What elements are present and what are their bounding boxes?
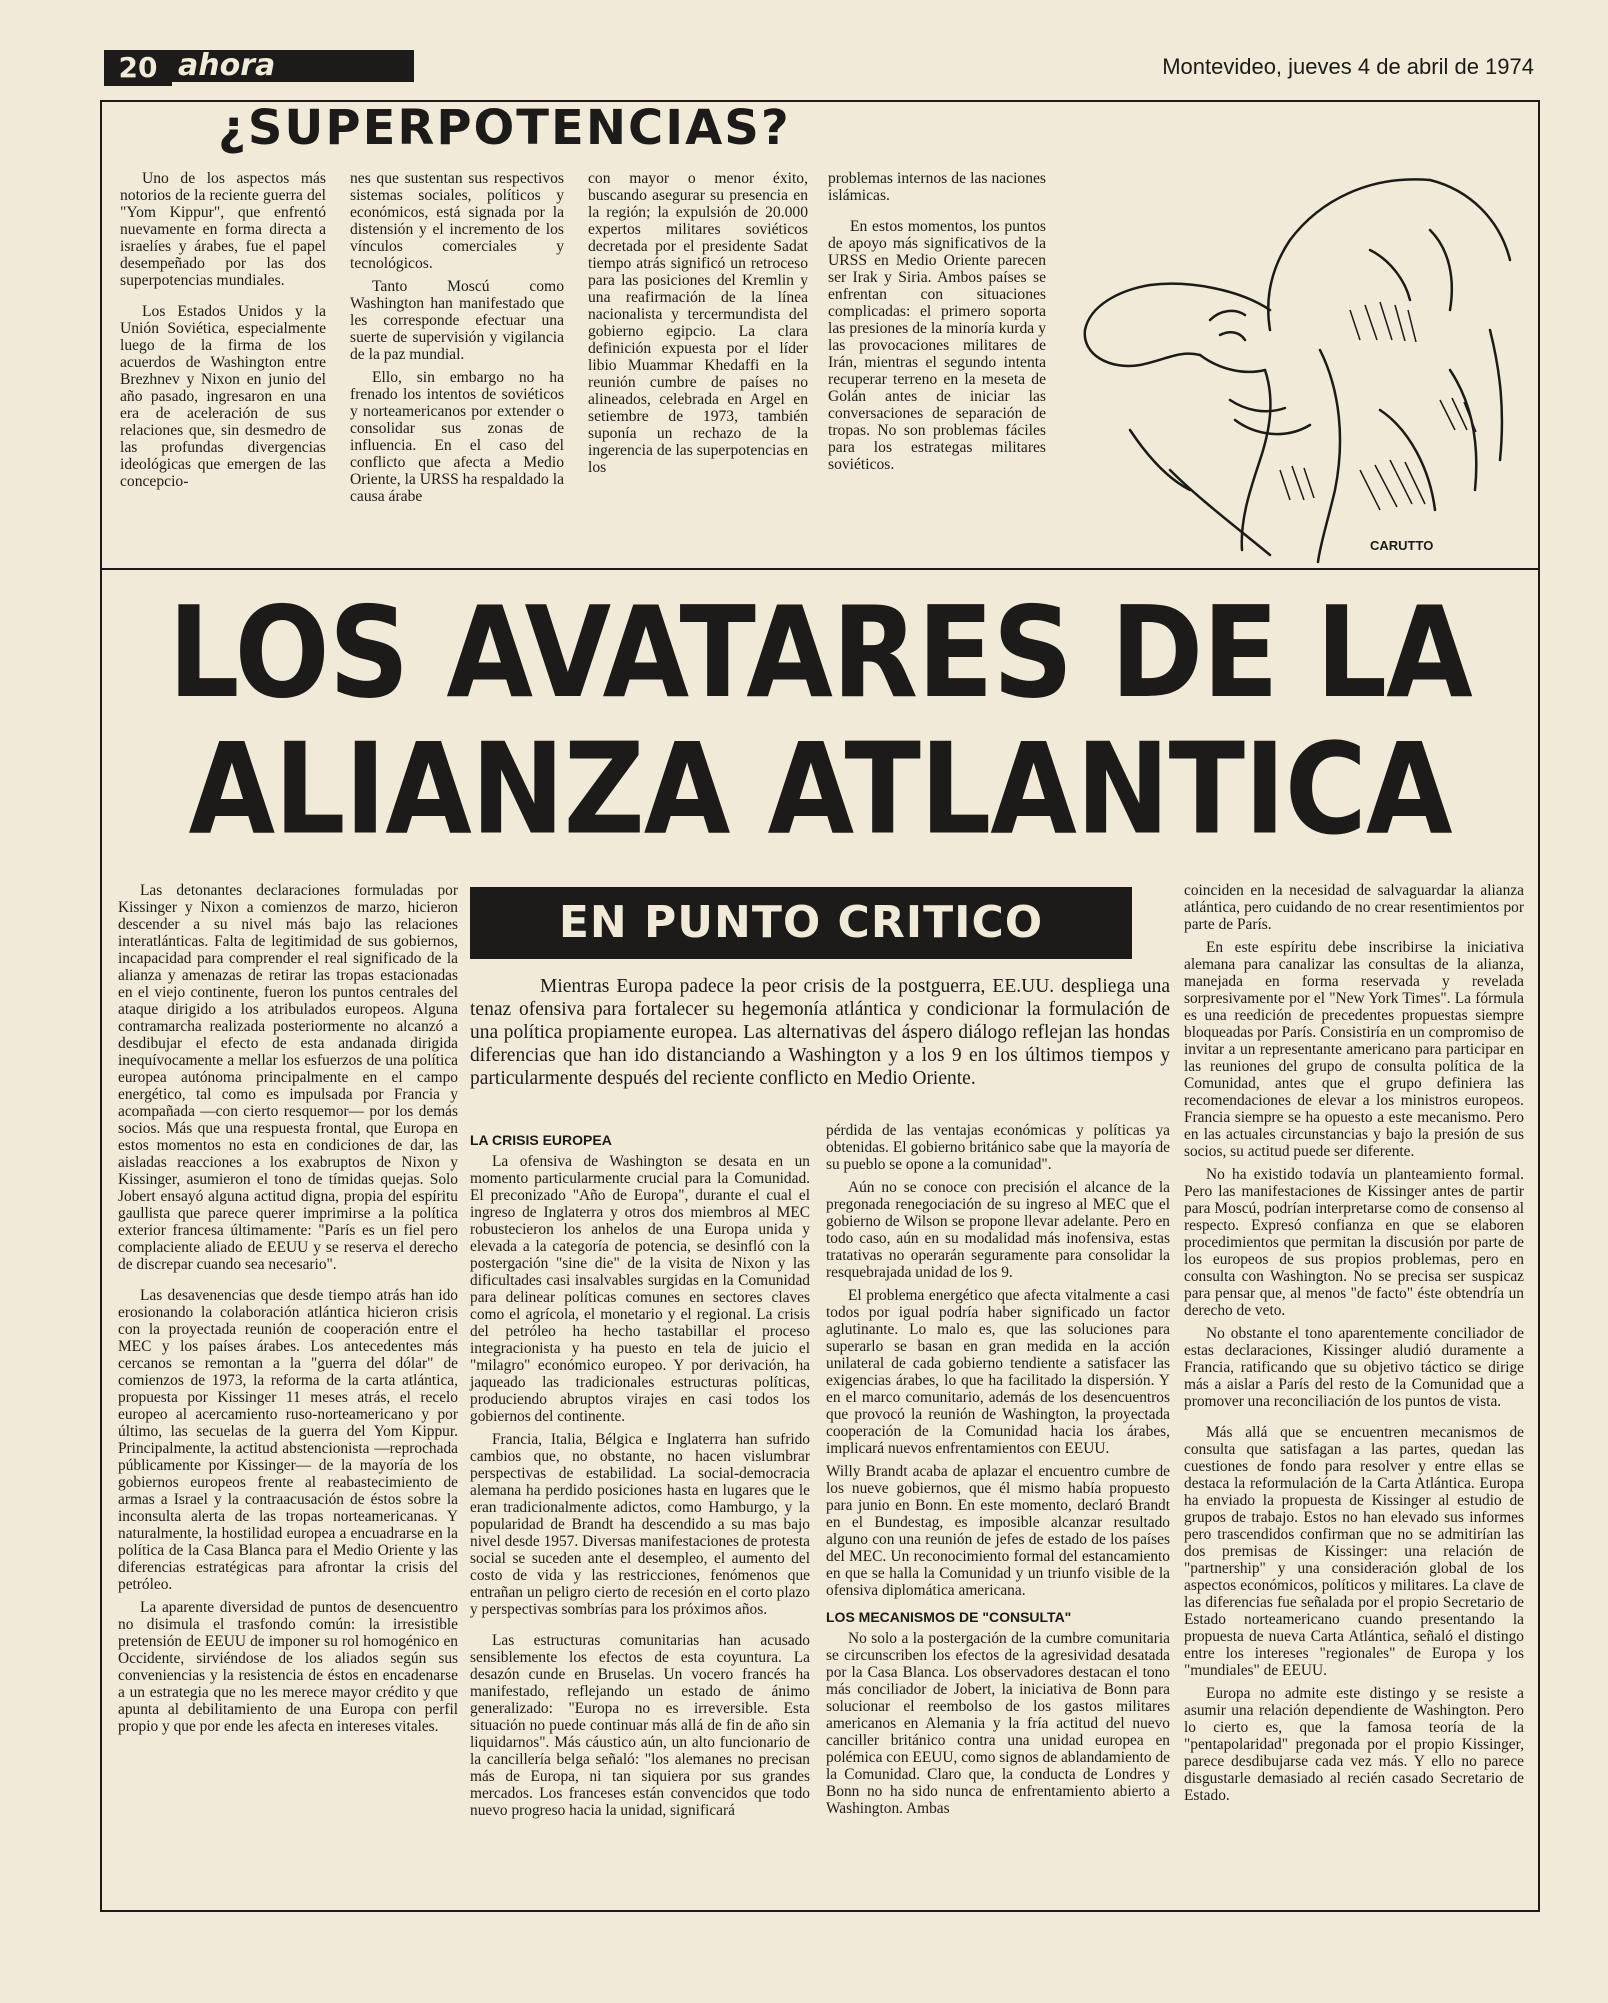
paragraph: La ofensiva de Washington se desata en un momento particularmente crucial para la Comunidad. El preconizado "Año de Europa", durante el cual el ingreso de Inglaterra y otros dos miembros al MEC robustecieron los anhelos de una Europa unida y elevada a la categoría de potencia, se desinfló con la postergación "sine die" de la visita de Nixon y las dificultades casi insalvables surgidas en la Comunidad para delinear políticas comunes en sectores claves como el agrícola, el monetario y el regional. La crisis del petróleo ha hecho tastabillar el proceso integracionista y ha puesto en tela de juicio el "milagro" económico europeo. Y por derivación, ha jaqueado las tradicionales estructuras políticas, produciendo abruptos virajes en casi todos los gobiernos del continente. [470, 1153, 810, 1425]
subheading: LA CRISIS EUROPEA [470, 1132, 612, 1148]
paragraph: No solo a la postergación de la cumbre comunitaria se circunscriben los efectos de la agresividad desatada por la Casa Blanca. Los observadores destacan el tono más conciliador de Jobert, la iniciativa de Bonn para solucionar el reembolso de los gastos militares americanos en Alemania y la fría actitud del nuevo canciller británico contra una unidad europea en polémica con EEUU, como signos de ablandamiento de la Comunidad. Claro que, la conducta de Londres y Bonn no ha sido nunca de enfrentamiento abierto a Washington. Ambas [826, 1630, 1170, 1817]
main-col-3 [826, 1122, 1170, 1823]
paragraph: Uno de los aspectos más notorios de la reciente guerra del "Yom Kippur", que enfrentó nuevamente en forma directa a israelíes y árabes, fue el papel desempeñado por las dos superpotencias mundiales. [120, 170, 326, 289]
paragraph: Más allá que se encuentren mecanismos de consulta que satisfagan a las partes, quedan las cuestiones de fondo para resolver y entre ellas se destaca la reformulación de la Carta Atlántica. Europa ha enviado la propuesta de Kissinger al estudio de grupos de trabajo. Estos no han elevado sus informes pero trascendidos confirman que no se admitirían las dos premisas de Kissinger: una relación de "partnership" y una consideración global de los aspectos económicos, políticos y militares. La clave de las diferencias fue señalada por el propio Secretario de Estado norteamericano cuando presentando la propuesta de nueva Carta Atlántica, señaló el distingo entre los intereses "regionales" de Europa y los "mundiales" de EEUU. [1184, 1424, 1524, 1679]
lede-paragraph: Mientras Europa padece la peor crisis de la postguerra, EE.UU. despliega una tenaz ofensiva para fortalecer su hegemonía atlántica y condicionar la formulación de una política propiamente europea. Las alternativas del áspero diálogo reflejan las hondas diferencias que han ido distanciando a Washington y a los 9 en los últimos tiempos y particularmente después del reciente conflicto en Medio Oriente. [470, 976, 1170, 1089]
section-divider [100, 568, 1540, 570]
paragraph: con mayor o menor éxito, buscando asegurar su presencia en la región; la expulsión de 20.000 expertos militares soviéticos decretada por el presidente Sadat tiempo atrás significó un retroceso para las posiciones del Kremlin y una reafirmación de la línea nacionalista y tercermundista del gobierno egipcio. La clara definición expuesta por el líder libio Muammar Khedaffi en la reunión cumbre de países no alineados, celebrada en Argel en setiembre de 1973, también suponía un rechazo de la ingerencia de las superpotencias en los [588, 170, 808, 476]
paragraph: problemas internos de las naciones islámicas. [828, 170, 1046, 204]
paragraph: coinciden en la necesidad de salvaguardar la alianza atlántica, pero cuidando de no crear resentimientos por parte de París. [1184, 882, 1524, 933]
page-number: 20 [104, 50, 172, 86]
headline-line-1: LOS AVATARES DE LA [168, 580, 1472, 727]
paragraph: Los Estados Unidos y la Unión Soviética, especialmente luego de la firma de los acuerdos de Washington entre Brezhnev y Nixon en junio del año pasado, ingresaron en una era de aceleración de sus relaciones que, sin desmedro de las profundas divergencias ideológicas que emergen de las concepcio- [120, 303, 326, 490]
paragraph: No obstante el tono aparentemente conciliador de estas declaraciones, Kissinger aludió duramente a Francia, ratificando que su objetivo táctico se dirige más a aislar a París del resto de la Comunidad que a promover una reconciliación de los puntos de vista. [1184, 1325, 1524, 1410]
subheading: LOS MECANISMOS DE "CONSULTA" [826, 1609, 1072, 1625]
paragraph: Francia, Italia, Bélgica e Inglaterra han sufrido cambios que, no obstante, no hacen vislumbrar perspectivas de estabilidad. La social-democracia alemana ha perdido posiciones hasta en lugares que le eran tradicionalmente adictos, como Hamburgo, y la popularidad de Brandt ha descendido a su mas bajo nivel desde 1957. Diversas manifestaciones de protesta social se suceden ante el desempleo, el aumento del costo de vida y las restricciones, fenómenos que entrañan un peligro cierto de recesión en el corto plazo y perspectivas sombrías para los próximos años. [470, 1431, 810, 1618]
main-col-4 [1184, 882, 1524, 1810]
paragraph: En estos momentos, los puntos de apoyo más significativos de la URSS en Medio Oriente parecen ser Irak y Siria. Ambos países se enfrentan con situaciones complicadas: el primero soporta las presiones de la minoría kurda y las provocaciones militares de Irán, mientras el segundo intenta recuperar terreno en la meseta de Golán antes de iniciar las conversaciones de separación de tropas. No son problemas fáciles para los estrategas militares soviéticos. [828, 218, 1046, 473]
headline-line-2: ALIANZA ATLANTICA [188, 717, 1452, 863]
paragraph: Las detonantes declaraciones formuladas por Kissinger y Nixon a comienzos de marzo, hicieron descender a su nivel más bajo las relaciones interatlánticas. Falta de legitimidad de sus gobiernos, incapacidad para comprender el real significado de la alianza y amenazas de retirar las tropas estacionadas en el viejo continente, fueron los puntos centrales del ataque dirigido a los atribulados europeos. Alguna contramarcha realizada posteriormente no alcanzó a desdibujar el efecto de esta andanada dirigida inequívocamente a mellar los esfuerzos de una política europea autónoma principalmente en el campo energético, tal como es impulsada por Francia y acompañada —con cierto resquemor— por los demás socios. Más que una respuesta frontal, que Europa en estos momentos no esta en condiciones de dar, las aisladas reacciones a los exabruptos de Nixon y Kissinger, asumieron el tono de tímidas quejas. Solo Jobert ensayó alguna actitud digna, propia del espíritu gaullista que parece querer imprimirse a la política exterior francesa últimamente: "París es un fiel pero complaciente aliado de EEUU y se reserva el derecho de discrepar cuando sea necesario". [118, 882, 458, 1273]
paragraph: Aún no se conoce con precisión el alcance de la pregonada renegociación de su ingreso al MEC que el gobierno de Wilson se propone llevar adelante. Pero en todo caso, aún en su modalidad más inofensiva, estas tratativas no operarán seguramente para consolidar la resquebrajada unidad de los 9. [826, 1179, 1170, 1281]
paragraph: El problema energético que afecta vitalmente a casi todos por igual podría haber significado un factor aglutinante. Lo malo es, que las soluciones para superarlo se basan en gran medida en la acción unilateral de cada gobierno tendiente a satisfacer las exigencias árabes, lo que ha facilitado la dispersión. Y en el marco comunitario, además de los desencuentros que provocó la reunión de Washington, la proyectada cooperación de la Comunidad hacia los árabes, implicará nuevos enfrentamientos con EEUU. [826, 1287, 1170, 1457]
paragraph: Ello, sin embargo no ha frenado los intentos de soviéticos y norteamericanos por extender o consolidar sus zonas de influencia. En el caso del conflicto que afecta a Medio Oriente, la URSS ha respaldado la causa árabe [350, 369, 564, 505]
dateline: Montevideo, jueves 4 de abril de 1974 [1162, 54, 1534, 79]
paragraph: Willy Brandt acaba de aplazar el encuentro cumbre de los nueve gobiernos, que él mismo había propuesto para junio en Bonn. En este momento, declaró Brandt en el Bundestag, es imposible alcanzar resultado alguno con una reunión de jefes de estado de los países del MEC. Un reconocimiento formal del estancamiento en que se halla la Comunidad y un triunfo visible de la ofensiva diplomática americana. [826, 1463, 1170, 1599]
page-header [100, 46, 1540, 86]
top-col-2 [350, 170, 564, 511]
paragraph: Tanto Moscú como Washington han manifestado que les corresponde efectuar una suerte de supervisión y vigilancia de la paz mundial. [350, 278, 564, 363]
main-headline [100, 580, 1540, 863]
main-col-1 [118, 882, 458, 1741]
masthead-logo: ahora [170, 50, 414, 82]
paragraph: Las estructuras comunitarias han acusado sensiblemente los efectos de esta coyuntura. La desazón cunde en Bruselas. Un vocero francés ha manifestado, reflejando un estado de ánimo generalizado: "Europa no es irreversible. Esta situación no puede continuar más allá de fin de año sin liquidarnos". Más cáustico aún, un alto funcionario de la cancillería belga señaló: "los alemanes no precisan más de Europa, ni tan siquiera por sus grandes mercados. Los franceses están convencidos que todo nuevo progreso hacia la unidad, significará [470, 1632, 810, 1819]
top-col-4 [828, 170, 1046, 479]
paragraph: La aparente diversidad de puntos de desencuentro no disimula el trasfondo común: la irresistible pretensión de EEUU de imponer su rol homogénico en Occidente, sirviéndose de los aliados según sus conveniencias y la resistencia de éstos en encadenarse a un estrategia que no les merece mayor crédito y que apunta al debilitamiento de una Europa con perfil propio y que por ende les afecta en intereses vitales. [118, 1599, 458, 1735]
paragraph: Las desavenencias que desde tiempo atrás han ido erosionando la colaboración atlántica hicieron crisis con la proyectada reunión de cooperación entre el MEC y los países árabes. Los antecedentes más cercanos se remontan a la "guerra del dólar" de comienzos de 1973, la reforma de la carta atlántica, propuesta por Kissinger 11 meses atrás, el recelo europeo al acercamiento ruso-norteamericano y por último, las secuelas de la guerra del Yom Kippur. Principalmente, la actitud abstencionista —reprochada públicamente por Kissinger— de la mayoría de los gobiernos europeos frente al reabastecimiento de armas a Israel y la contraacusación de éstos sobre la inconsulta alerta de las tropas norteamericanas. Y naturalmente, la hostilidad europea a encuadrarse en la política de la Casa Blanca para el Medio Oriente y las diferencias estratégicas para afrontar la crisis del petróleo. [118, 1287, 458, 1593]
paragraph: En este espíritu debe inscribirse la iniciativa alemana para canalizar las consultas de la alianza, manejada en forma reservada y revelada sorpresivamente por el "New York Times". La fórmula es una reedición de precedentes propuestas siempre bloqueadas por París. Consistiría en un compromiso de invitar a un representante americano para participar en las reuniones del grupo de consulta política de la Comunidad, antes que el grupo definiera las recomendaciones de elevar a los ministros europeos. Francia siempre se ha opuesto a este mecanismo. Pero en las actuales circunstancias y bajo la presión de sus socios, su actitud puede ser diferente. [1184, 939, 1524, 1160]
top-col-1 [120, 170, 326, 496]
paragraph: pérdida de las ventajas económicas y políticas ya obtenidas. El gobierno británico sabe que la mayoría de su pueblo se opone a la comunidad". [826, 1122, 1170, 1173]
top-col-3 [588, 170, 808, 482]
paragraph: Europa no admite este distingo y se resiste a asumir una relación dependiente de Washington. Pero lo cierto es, que la famosa teoría de la "pentapolaridad" pregonada por el propio Kissinger, parece desdibujarse cada vez más. Y ello no parece disgustarle demasiado al recién casado Secretario de Estado. [1184, 1685, 1524, 1804]
section-kicker: EN PUNTO CRITICO [470, 887, 1132, 959]
cartoon-signature: CARUTTO [1370, 538, 1434, 553]
caricature-illustration [1070, 170, 1530, 565]
top-kicker: ¿SUPERPOTENCIAS? [218, 100, 791, 156]
paragraph: No ha existido todavía un planteamiento formal. Pero las manifestaciones de Kissinger antes de partir para Moscú, podrían interpretarse como de consenso al respecto. Expresó confianza en que se elaboren procedimientos que permitan la discusión por parte de los europeos de sus propios problemas, pero en consulta con Washington. No se precisa ser suspicaz para pensar que, al menos "de facto" éste obtendría un derecho de veto. [1184, 1166, 1524, 1319]
paragraph: nes que sustentan sus respectivos sistemas sociales, políticos y económicos, está signada por la distensión y el incremento de los vínculos comerciales y tecnológicos. [350, 170, 564, 272]
caricature-drawing [1070, 170, 1530, 565]
main-col-2 [470, 1122, 810, 1825]
lede [470, 975, 1170, 1090]
